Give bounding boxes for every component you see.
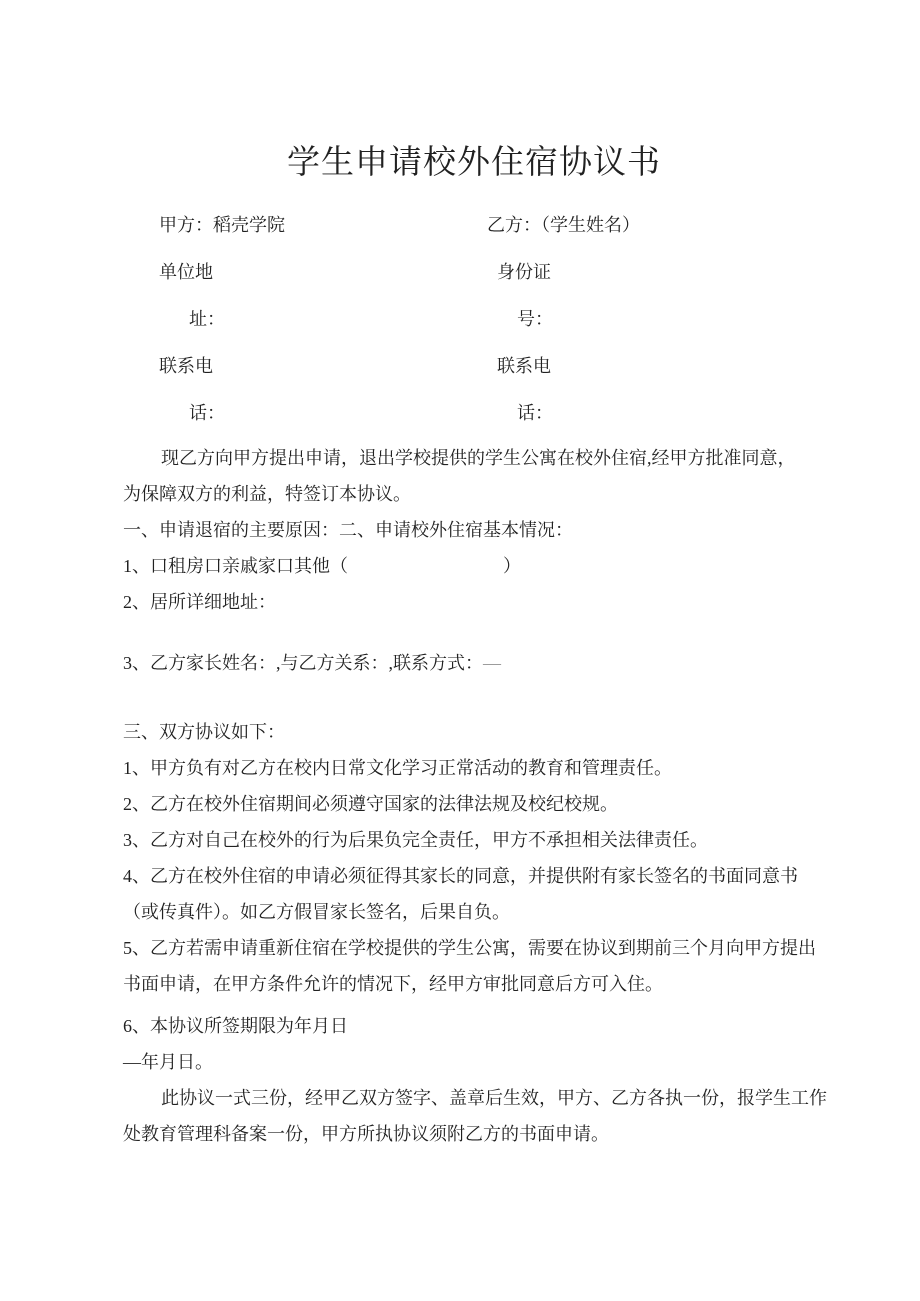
party-b-phone-label-top: 联系电 <box>497 356 551 376</box>
agreement-body <box>123 440 827 1152</box>
party-a-phone-label-top: 联系电 <box>159 356 213 376</box>
unit-address-label-bottom: 址： <box>189 309 225 329</box>
parties-form <box>123 202 795 437</box>
section-header-one-two: 一、申请退宿的主要原因：二、申请校外住宿基本情况： <box>123 520 573 540</box>
form-row-party-names <box>123 202 795 249</box>
parent-contact-item <box>123 645 801 681</box>
form-row-phones-cont <box>123 390 795 437</box>
clause-6: 6、本协议所签期限为年月日 <box>123 1016 348 1036</box>
housing-type-item <box>123 548 801 584</box>
form-row-phones <box>123 343 795 390</box>
housing-type-options: 1、口租房口亲戚家口其他（ <box>123 556 348 576</box>
clause-3: 3、乙方对自己在校外的行为后果负完全责任，甲方不承担相关法律责任。 <box>123 830 708 850</box>
party-a-label: 甲方：稻壳学院 <box>159 215 285 235</box>
form-row-address-id-cont <box>123 296 795 343</box>
party-a-phone-label-bottom: 话： <box>189 403 225 423</box>
clause-2: 2、乙方在校外住宿期间必须遵守国家的法律法规及校纪校规。 <box>123 794 618 814</box>
blank-fill-space <box>348 571 503 572</box>
parent-contact-text: 3、乙方家长姓名：,与乙方关系：,联系方式： <box>123 653 483 673</box>
clause-1: 1、甲方负有对乙方在校内日常文化学习正常活动的教育和管理责任。 <box>123 758 672 778</box>
closing-line-1: 此协议一式三份，经甲乙双方签字、盖章后生效，甲方、乙方各执一份，报学生工作 <box>161 1088 827 1108</box>
document-title: 学生申请校外住宿协议书 <box>287 145 661 181</box>
id-card-label-bottom: 号： <box>517 309 553 329</box>
housing-type-close-paren: ） <box>503 556 521 576</box>
intro-line-1: 现乙方向甲方提出申请，退出学校提供的学生公寓在校外住宿,经甲方批准同意， <box>161 448 796 468</box>
section-header-three: 三、双方协议如下： <box>123 722 285 742</box>
blank-fill-dash: — <box>483 653 501 673</box>
clause-5-line-2: 书面申请，在甲方条件允许的情况下，经甲方审批同意后方可入住。 <box>123 974 663 994</box>
intro-line-2: 为保障双方的利益，特签订本协议。 <box>123 484 411 504</box>
clause-5-line-1: 5、乙方若需申请重新住宿在学校提供的学生公寓，需要在协议到期前三个月向甲方提出 <box>123 938 816 958</box>
clause-4-line-2: （或传真件）。如乙方假冒家长签名，后果自负。 <box>123 902 510 922</box>
unit-address-label-top: 单位地 <box>159 262 213 282</box>
party-b-phone-label-bottom: 话： <box>517 403 553 423</box>
closing-line-2: 处教育管理科备案一份，甲方所执协议须附乙方的书面申请。 <box>123 1124 609 1144</box>
party-b-label: 乙方：（学生姓名） <box>487 215 640 235</box>
clause-6-continuation: —年月日。 <box>123 1052 213 1072</box>
form-row-address-id <box>123 249 795 296</box>
residence-address-item: 2、居所详细地址： <box>123 592 276 612</box>
id-card-label-top: 身份证 <box>497 262 551 282</box>
clause-4-line-1: 4、乙方在校外住宿的申请必须征得其家长的同意，并提供附有家长签名的书面同意书 <box>123 866 798 886</box>
